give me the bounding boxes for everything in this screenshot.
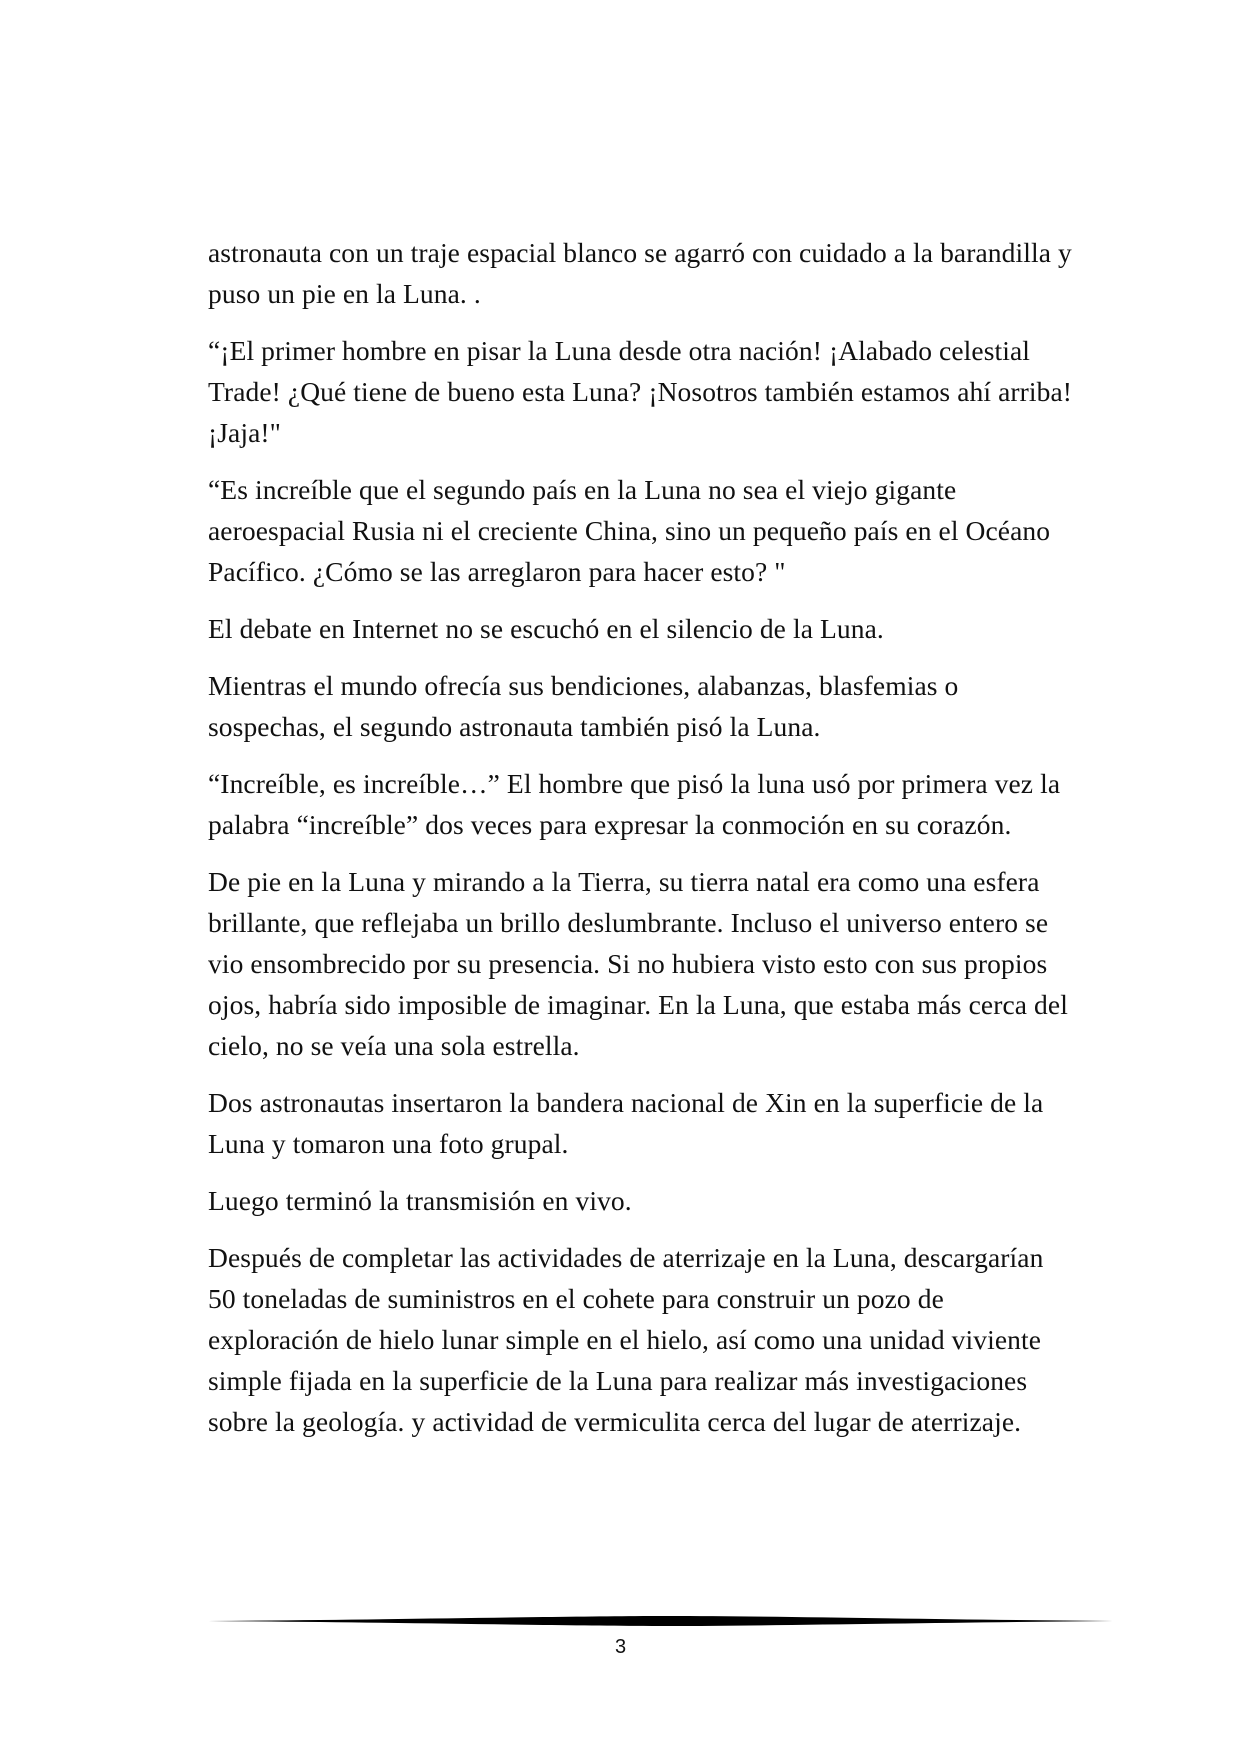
paragraph: Dos astronautas insertaron la bandera nacional de Xin en la superficie de la Luna y tomaron una foto grupal. bbox=[208, 1087, 1044, 1159]
document-body bbox=[208, 232, 1078, 1458]
paragraph: “Es increíble que el segundo país en la Luna no sea el viejo gigante aeroespacial Rusia ni el creciente China, sino un pequeño país en el Océano Pacífico. ¿Cómo se las arreglaron para hacer esto? " bbox=[208, 474, 1051, 587]
paragraph: De pie en la Luna y mirando a la Tierra, su tierra natal era como una esfera brillante, que reflejaba un brillo deslumbrante. Incluso el universo entero se vio ensombrecido por su presencia. Si no hubiera visto esto con sus propios ojos, habría sido imposible de imaginar. En la Luna, que estaba más cerca del cielo, no se veía una sola estrella. bbox=[208, 866, 1068, 1061]
paragraph: “Increíble, es increíble…” El hombre que pisó la luna usó por primera vez la palabra “increíble” dos veces para expresar la conmoción en su corazón. bbox=[208, 768, 1061, 840]
paragraph: Mientras el mundo ofrecía sus bendiciones, alabanzas, blasfemias o sospechas, el segundo astronauta también pisó la Luna. bbox=[208, 670, 959, 742]
paragraph: astronauta con un traje espacial blanco se agarró con cuidado a la barandilla y puso un pie en la Luna. . bbox=[208, 237, 1072, 309]
paragraph: Luego terminó la transmisión en vivo. bbox=[208, 1185, 632, 1216]
footer-divider bbox=[208, 1614, 1113, 1628]
paragraph: Después de completar las actividades de aterrizaje en la Luna, descargarían 50 toneladas de suministros en el cohete para construir un pozo de exploración de hielo lunar simple en el hielo, así como una unidad viviente simple fijada en la superficie de la Luna para realizar más investigaciones sobre la geología. y actividad de vermiculita cerca del lugar de aterrizaje. bbox=[208, 1242, 1044, 1437]
paragraph: “¡El primer hombre en pisar la Luna desde otra nación! ¡Alabado celestial Trade! ¿Qué tiene de bueno esta Luna? ¡Nosotros también estamos ahí arriba! ¡Jaja!" bbox=[208, 335, 1073, 448]
page-number: 3 bbox=[614, 1636, 627, 1658]
paragraph: El debate en Internet no se escuchó en el silencio de la Luna. bbox=[208, 613, 884, 644]
